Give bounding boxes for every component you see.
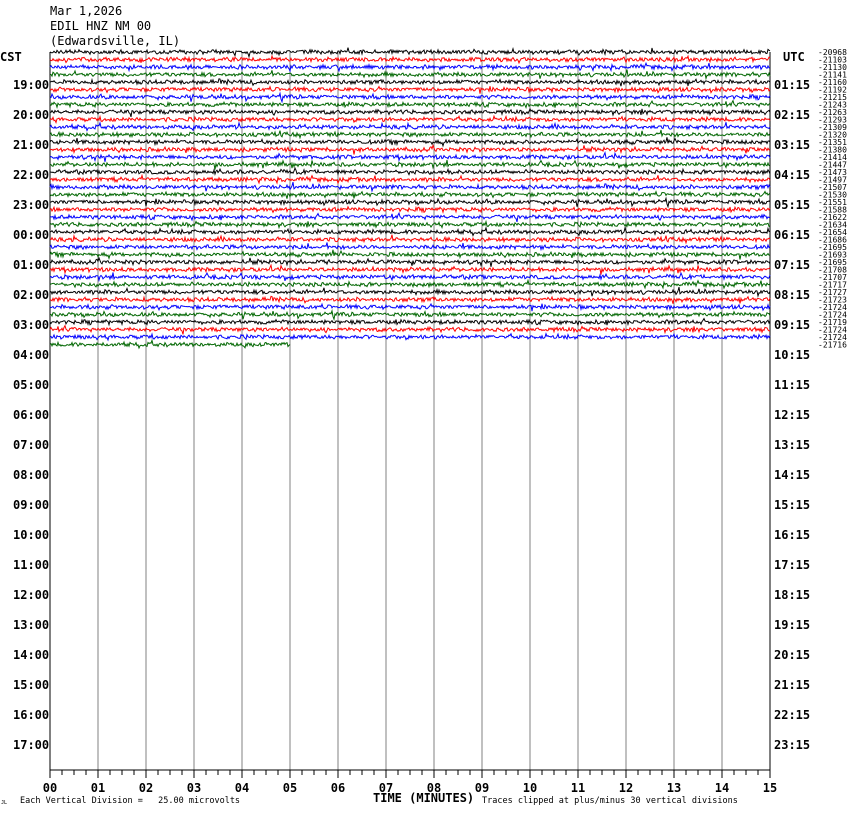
trace-22 — [50, 207, 770, 213]
utc-hour-label: 14:15 — [774, 468, 811, 482]
trace-10 — [50, 116, 770, 122]
utc-hour-label: 16:15 — [774, 528, 811, 542]
cst-hour-label: 16:00 — [13, 708, 50, 722]
station-location: (Edwardsville, IL) — [50, 34, 181, 48]
trace-6 — [50, 86, 770, 94]
x-tick-label: 01 — [90, 781, 106, 795]
station-code: EDIL HNZ NM 00 — [50, 19, 152, 33]
trace-offset-label: -21654 — [818, 228, 847, 237]
cst-hour-label: 12:00 — [13, 588, 50, 602]
x-tick-label: 07 — [378, 781, 394, 795]
trace-27 — [50, 243, 770, 250]
trace-offset-label: -21380 — [818, 145, 847, 155]
trace-offset-label: -21716 — [818, 340, 847, 350]
cst-hour-label: 17:00 — [13, 738, 50, 752]
trace-offset-label: -20968 — [818, 48, 847, 57]
x-tick-label: 14 — [714, 781, 730, 795]
x-tick-label: 00 — [42, 781, 58, 795]
trace-35 — [50, 304, 770, 312]
trace-20 — [50, 192, 770, 199]
corner-mark: JL — [1, 800, 8, 806]
x-tick-label: 03 — [186, 781, 202, 795]
trace-offset-label: -21263 — [818, 108, 847, 117]
trace-7 — [50, 93, 770, 101]
seismic-traces — [50, 48, 770, 348]
x-tick-label: 12 — [618, 781, 634, 795]
trace-40 — [50, 340, 290, 348]
cst-hour-label: 09:00 — [13, 498, 50, 512]
cst-hour-label: 05:00 — [13, 378, 50, 392]
cst-hour-label: 23:00 — [13, 198, 50, 212]
x-tick-label: 04 — [234, 781, 250, 795]
cst-hour-label: 19:00 — [13, 78, 50, 92]
utc-hour-label: 07:15 — [774, 258, 811, 272]
utc-hour-label: 09:15 — [774, 318, 811, 332]
trace-38 — [50, 326, 770, 335]
trace-offset-label: -21530 — [818, 190, 847, 200]
x-tick-label: 08 — [426, 781, 442, 795]
trace-1 — [50, 48, 770, 57]
trace-offset-label: -21724 — [818, 333, 847, 342]
utc-hour-label: 08:15 — [774, 288, 811, 302]
plot-date: Mar 1,2026 — [50, 4, 123, 18]
trace-25 — [50, 228, 770, 236]
x-tick-label: 11 — [570, 781, 586, 795]
trace-offset-label: -21447 — [818, 160, 847, 170]
trace-offset-label: -21693 — [818, 250, 847, 260]
cst-hour-label: 15:00 — [13, 678, 50, 692]
cst-hour-label: 02:00 — [13, 288, 50, 302]
utc-hour-label: 02:15 — [774, 108, 811, 122]
utc-hour-label: 12:15 — [774, 408, 811, 422]
utc-axis-label: UTC — [783, 50, 805, 64]
cst-hour-label: 07:00 — [13, 438, 50, 452]
utc-hour-label: 15:15 — [774, 498, 811, 512]
cst-hour-label: 10:00 — [13, 528, 50, 542]
trace-offset-label: -21686 — [818, 235, 847, 245]
trace-16 — [50, 160, 770, 170]
x-tick-label: 10 — [522, 781, 538, 795]
trace-offset-label: -21351 — [818, 138, 847, 147]
cst-hour-label: 11:00 — [13, 558, 50, 572]
cst-hour-label: 03:00 — [13, 318, 50, 332]
trace-28 — [50, 250, 770, 260]
x-tick-label: 13 — [666, 781, 682, 795]
trace-offset-label: -21588 — [818, 205, 847, 215]
trace-offset-label: -21309 — [818, 123, 847, 132]
utc-hour-label: 19:15 — [774, 618, 811, 632]
trace-offset-label: -21192 — [818, 85, 847, 95]
trace-32 — [50, 281, 770, 289]
trace-21 — [50, 198, 770, 206]
trace-34 — [50, 296, 770, 303]
utc-hour-label: 18:15 — [774, 588, 811, 602]
cst-hour-label: 06:00 — [13, 408, 50, 422]
trace-2 — [50, 56, 770, 63]
trace-19 — [50, 182, 770, 191]
vertical-division-note: Each Vertical Division = 25.00 microvolts — [20, 796, 241, 806]
cst-hour-label: 22:00 — [13, 168, 50, 182]
trace-offset-label: -21622 — [818, 213, 847, 222]
trace-23 — [50, 213, 770, 222]
trace-30 — [50, 265, 770, 274]
trace-18 — [50, 175, 770, 183]
trace-17 — [50, 168, 770, 175]
utc-hour-label: 03:15 — [774, 138, 811, 152]
trace-offset-label: -21708 — [818, 265, 847, 275]
trace-offset-label: -21473 — [818, 168, 847, 177]
utc-hour-label: 10:15 — [774, 348, 811, 362]
trace-offset-label: -21723 — [818, 295, 847, 305]
cst-hour-label: 00:00 — [13, 228, 50, 242]
cst-hour-label: 01:00 — [13, 258, 50, 272]
trace-offset-label: -21727 — [818, 288, 847, 297]
x-tick-label: 02 — [138, 781, 154, 795]
x-axis-title: TIME (MINUTES) — [373, 791, 475, 805]
trace-offset-label: -21141 — [818, 70, 847, 80]
trace-offset-label: -21215 — [818, 93, 847, 102]
utc-hour-label: 01:15 — [774, 78, 811, 92]
x-tick-label: 05 — [282, 781, 298, 795]
trace-offset-label: -21724 — [818, 310, 847, 320]
trace-3 — [50, 63, 770, 71]
trace-26 — [50, 235, 770, 243]
trace-8 — [50, 101, 770, 108]
trace-9 — [50, 109, 770, 117]
trace-11 — [50, 122, 770, 130]
trace-offset-label: -21160 — [818, 78, 847, 87]
trace-offset-label: -21724 — [818, 325, 847, 335]
trace-13 — [50, 137, 770, 146]
trace-offset-label: -21130 — [818, 63, 847, 72]
utc-hour-label: 13:15 — [774, 438, 811, 452]
trace-offset-label: -21695 — [818, 243, 847, 252]
cst-hour-label: 20:00 — [13, 108, 50, 122]
cst-hour-label: 04:00 — [13, 348, 50, 362]
trace-5 — [50, 79, 770, 86]
trace-offset-label: -21293 — [818, 115, 847, 125]
x-tick-label: 15 — [762, 781, 778, 795]
trace-offset-label: -21634 — [818, 220, 847, 230]
trace-37 — [50, 319, 770, 326]
trace-36 — [50, 311, 770, 319]
utc-hour-label: 17:15 — [774, 558, 811, 572]
trace-14 — [50, 145, 770, 154]
minute-gridlines — [50, 52, 770, 770]
x-tick-label: 06 — [330, 781, 346, 795]
cst-axis-label: CST — [0, 50, 22, 64]
trace-offset-label: -21414 — [818, 153, 847, 162]
utc-hour-label: 20:15 — [774, 648, 811, 662]
trace-33 — [50, 287, 770, 296]
trace-offset-label: -21717 — [818, 280, 847, 290]
trace-24 — [50, 221, 770, 227]
cst-hour-label: 08:00 — [13, 468, 50, 482]
trace-offset-label: -21707 — [818, 273, 847, 282]
utc-hour-label: 06:15 — [774, 228, 811, 242]
trace-offset-label: -21719 — [818, 318, 847, 327]
trace-offset-label: -21724 — [818, 303, 847, 312]
utc-hour-label: 04:15 — [774, 168, 811, 182]
trace-offset-label: -21497 — [818, 175, 847, 185]
trace-offset-label: -21320 — [818, 130, 847, 140]
clipping-note: Traces clipped at plus/minus 30 vertical divisions — [482, 796, 738, 806]
x-tick-label: 09 — [474, 781, 490, 795]
trace-offset-label: -21507 — [818, 183, 847, 192]
cst-hour-label: 13:00 — [13, 618, 50, 632]
trace-31 — [50, 273, 770, 281]
trace-offset-label: -21243 — [818, 100, 847, 110]
trace-offset-label: -21103 — [818, 55, 847, 65]
utc-hour-label: 21:15 — [774, 678, 811, 692]
utc-hour-label: 23:15 — [774, 738, 811, 752]
trace-4 — [50, 70, 770, 79]
trace-offset-label: -21551 — [818, 198, 847, 207]
trace-15 — [50, 153, 770, 162]
utc-hour-label: 22:15 — [774, 708, 811, 722]
utc-hour-label: 05:15 — [774, 198, 811, 212]
trace-29 — [50, 258, 770, 267]
cst-hour-label: 21:00 — [13, 138, 50, 152]
trace-39 — [50, 334, 770, 340]
trace-offset-label: -21695 — [818, 258, 847, 267]
cst-hour-label: 14:00 — [13, 648, 50, 662]
utc-hour-label: 11:15 — [774, 378, 811, 392]
trace-12 — [50, 130, 770, 138]
